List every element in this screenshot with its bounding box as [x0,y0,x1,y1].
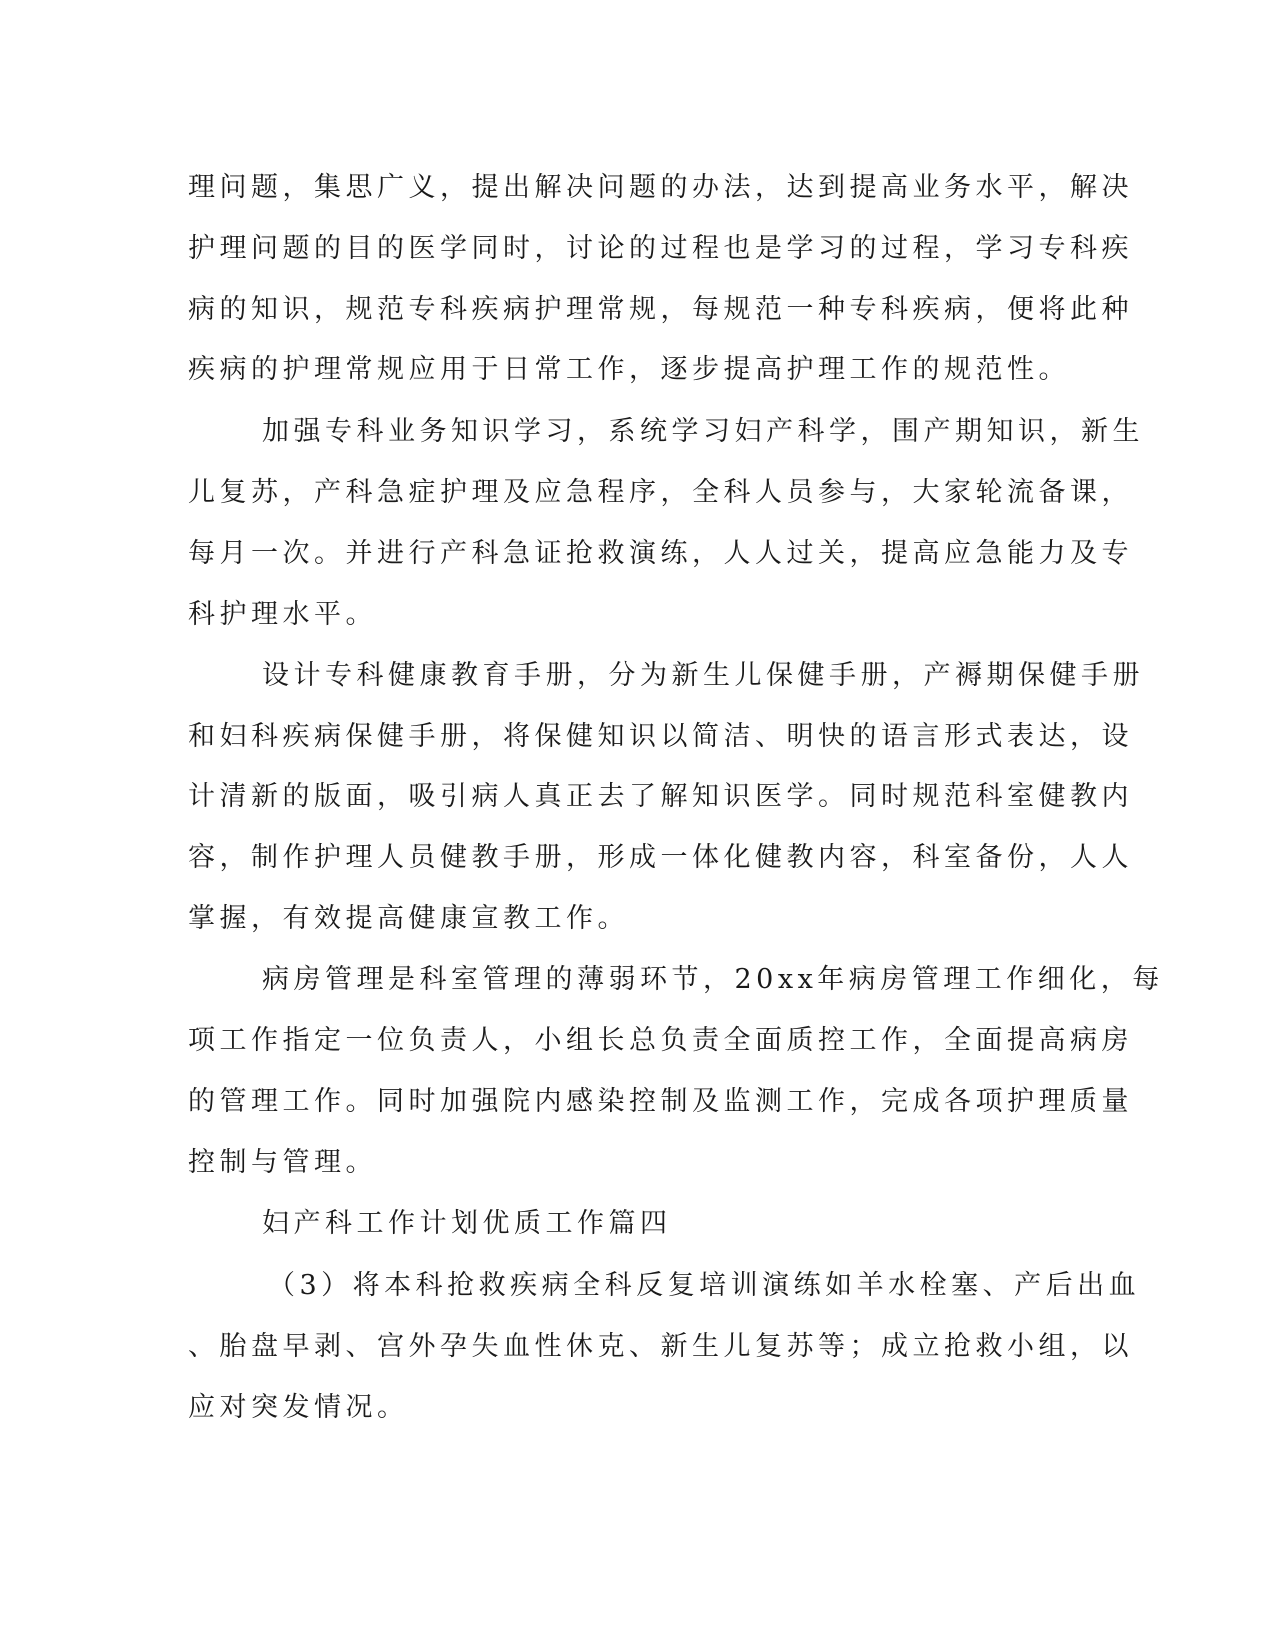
text-line: 和妇科疾病保健手册，将保健知识以简洁、明快的语言形式表达，设 [188,721,1133,752]
section-heading: 妇产科工作计划优质工作篇四 [262,1208,672,1239]
text-line: 儿复苏，产科急症护理及应急程序，全科人员参与，大家轮流备课， [188,477,1133,508]
text-line: 每月一次。并进行产科急证抢救演练，人人过关，提高应急能力及专 [188,538,1133,569]
text-line: 疾病的护理常规应用于日常工作，逐步提高护理工作的规范性。 [188,354,1070,385]
text-line: 理问题，集思广义，提出解决问题的办法，达到提高业务水平，解决 [188,172,1133,203]
text-line: 护理问题的目的医学同时，讨论的过程也是学习的过程，学习专科疾 [188,233,1133,264]
text-line: 计清新的版面，吸引病人真正去了解知识医学。同时规范科室健教内 [188,781,1133,812]
paragraph-first-line: （3）将本科抢救疾病全科反复培训演练如羊水栓塞、产后出血 [268,1270,1141,1301]
text-line: 、胎盘早剥、宫外孕失血性休克、新生儿复苏等；成立抢救小组，以 [188,1331,1133,1362]
paragraph-first-line: 加强专科业务知识学习，系统学习妇产科学，围产期知识，新生 [262,416,1144,447]
text-line: 控制与管理。 [188,1147,377,1178]
text-line: 容，制作护理人员健教手册，形成一体化健教内容，科室备份，人人 [188,842,1133,873]
text-line: 的管理工作。同时加强院内感染控制及监测工作，完成各项护理质量 [188,1086,1133,1117]
text-line: 项工作指定一位负责人，小组长总负责全面质控工作，全面提高病房 [188,1025,1133,1056]
paragraph-first-line: 病房管理是科室管理的薄弱环节，20xx年病房管理工作细化，每 [262,964,1164,995]
text-line: 科护理水平。 [188,599,377,630]
text-line: 掌握，有效提高健康宣教工作。 [188,903,629,934]
paragraph-first-line: 设计专科健康教育手册，分为新生儿保健手册，产褥期保健手册 [262,660,1144,691]
text-line: 应对突发情况。 [188,1392,409,1423]
text-line: 病的知识，规范专科疾病护理常规，每规范一种专科疾病，便将此种 [188,294,1133,325]
